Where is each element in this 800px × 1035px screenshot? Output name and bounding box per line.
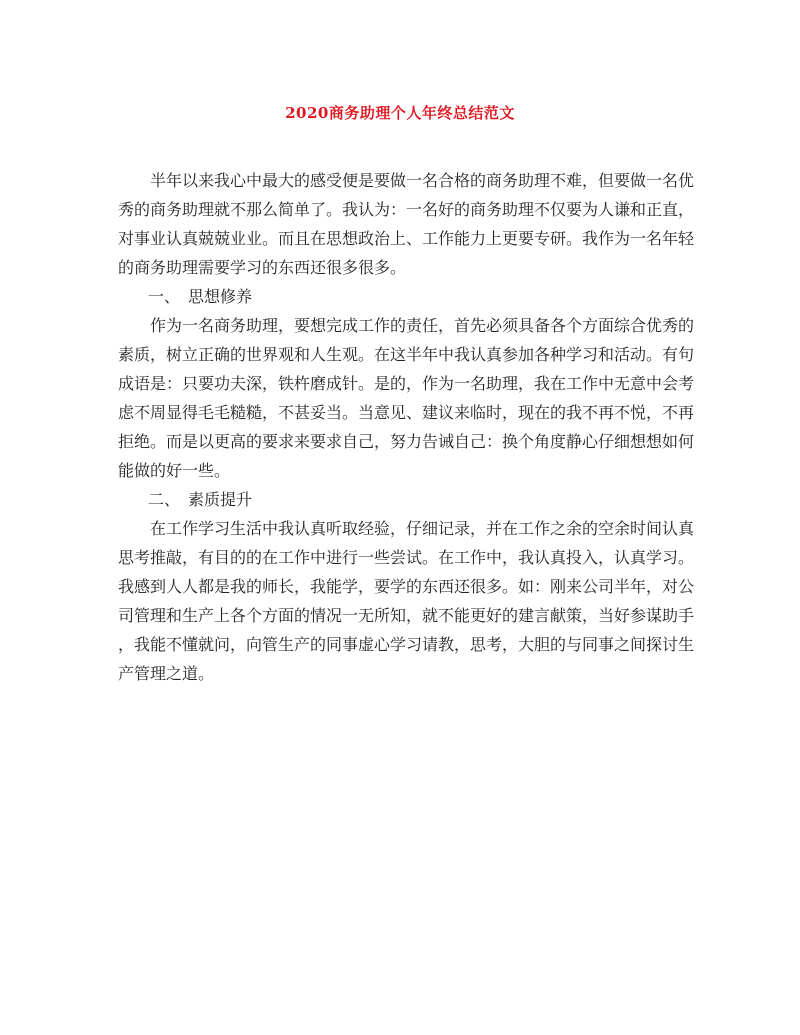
paragraph-line: 拒绝。而是以更高的要求来要求自己，努力告诫自己：换个角度静心仔细想想如何: [118, 432, 695, 451]
paragraph-line: 在工作学习生活中我认真听取经验，仔细记录，并在工作之余的空余时间认真: [150, 519, 695, 538]
intro-paragraph: [118, 166, 693, 282]
section-heading: [118, 282, 693, 311]
paragraph-line: 我感到人人都是我的师长，我能学，要学的东西还很多。如：刚来公司半年，对公: [118, 577, 695, 596]
paragraph-line: 能做的好一些。: [118, 461, 231, 480]
paragraph-line: 对事业认真兢兢业业。而且在思想政治上、工作能力上更要专研。我作为一名年轻: [118, 229, 695, 248]
section-paragraph: [118, 311, 693, 485]
paragraph-line: 作为一名商务助理，要想完成工作的责任，首先必须具备各个方面综合优秀的: [150, 316, 695, 335]
section-heading-text: 思想修养: [188, 287, 253, 306]
section-number: 二、: [148, 490, 181, 509]
paragraph-line: 半年以来我心中最大的感受便是要做一名合格的商务助理不难，但要做一名优: [150, 171, 695, 190]
document-title: 2020商务助理个人年终总结范文: [285, 104, 515, 122]
paragraph-line: 素质，树立正确的世界观和人生观。在这半年中我认真参加各种学习和活动。有句: [118, 345, 695, 364]
paragraph-line: 秀的商务助理就不那么简单了。我认为：一名好的商务助理不仅要为人谦和正直，: [118, 200, 695, 219]
paragraph-line: 虑不周显得毛毛糙糙，不甚妥当。当意见、建议来临时，现在的我不再不悦，不再: [118, 403, 695, 422]
document-body: [118, 166, 693, 688]
paragraph-line: 的商务助理需要学习的东西还很多很多。: [118, 258, 407, 277]
paragraph-line: 产管理之道。: [118, 664, 215, 683]
paragraph-line: 成语是：只要功夫深，铁杵磨成针。是的，作为一名助理，我在工作中无意中会考: [118, 374, 695, 393]
section-heading-text: 素质提升: [188, 490, 253, 509]
paragraph-line: 司管理和生产上各个方面的情况一无所知，就不能更好的建言献策，当好参谋助手: [118, 606, 695, 625]
section-heading: [118, 485, 693, 514]
section-number: 一、: [148, 287, 181, 306]
paragraph-line: 思考推敲，有目的的在工作中进行一些尝试。在工作中，我认真投入，认真学习。: [118, 548, 695, 567]
section-paragraph: [118, 514, 693, 688]
paragraph-line: ，我能不懂就问，向管生产的同事虚心学习请教，思考，大胆的与同事之间探讨生: [118, 635, 695, 654]
